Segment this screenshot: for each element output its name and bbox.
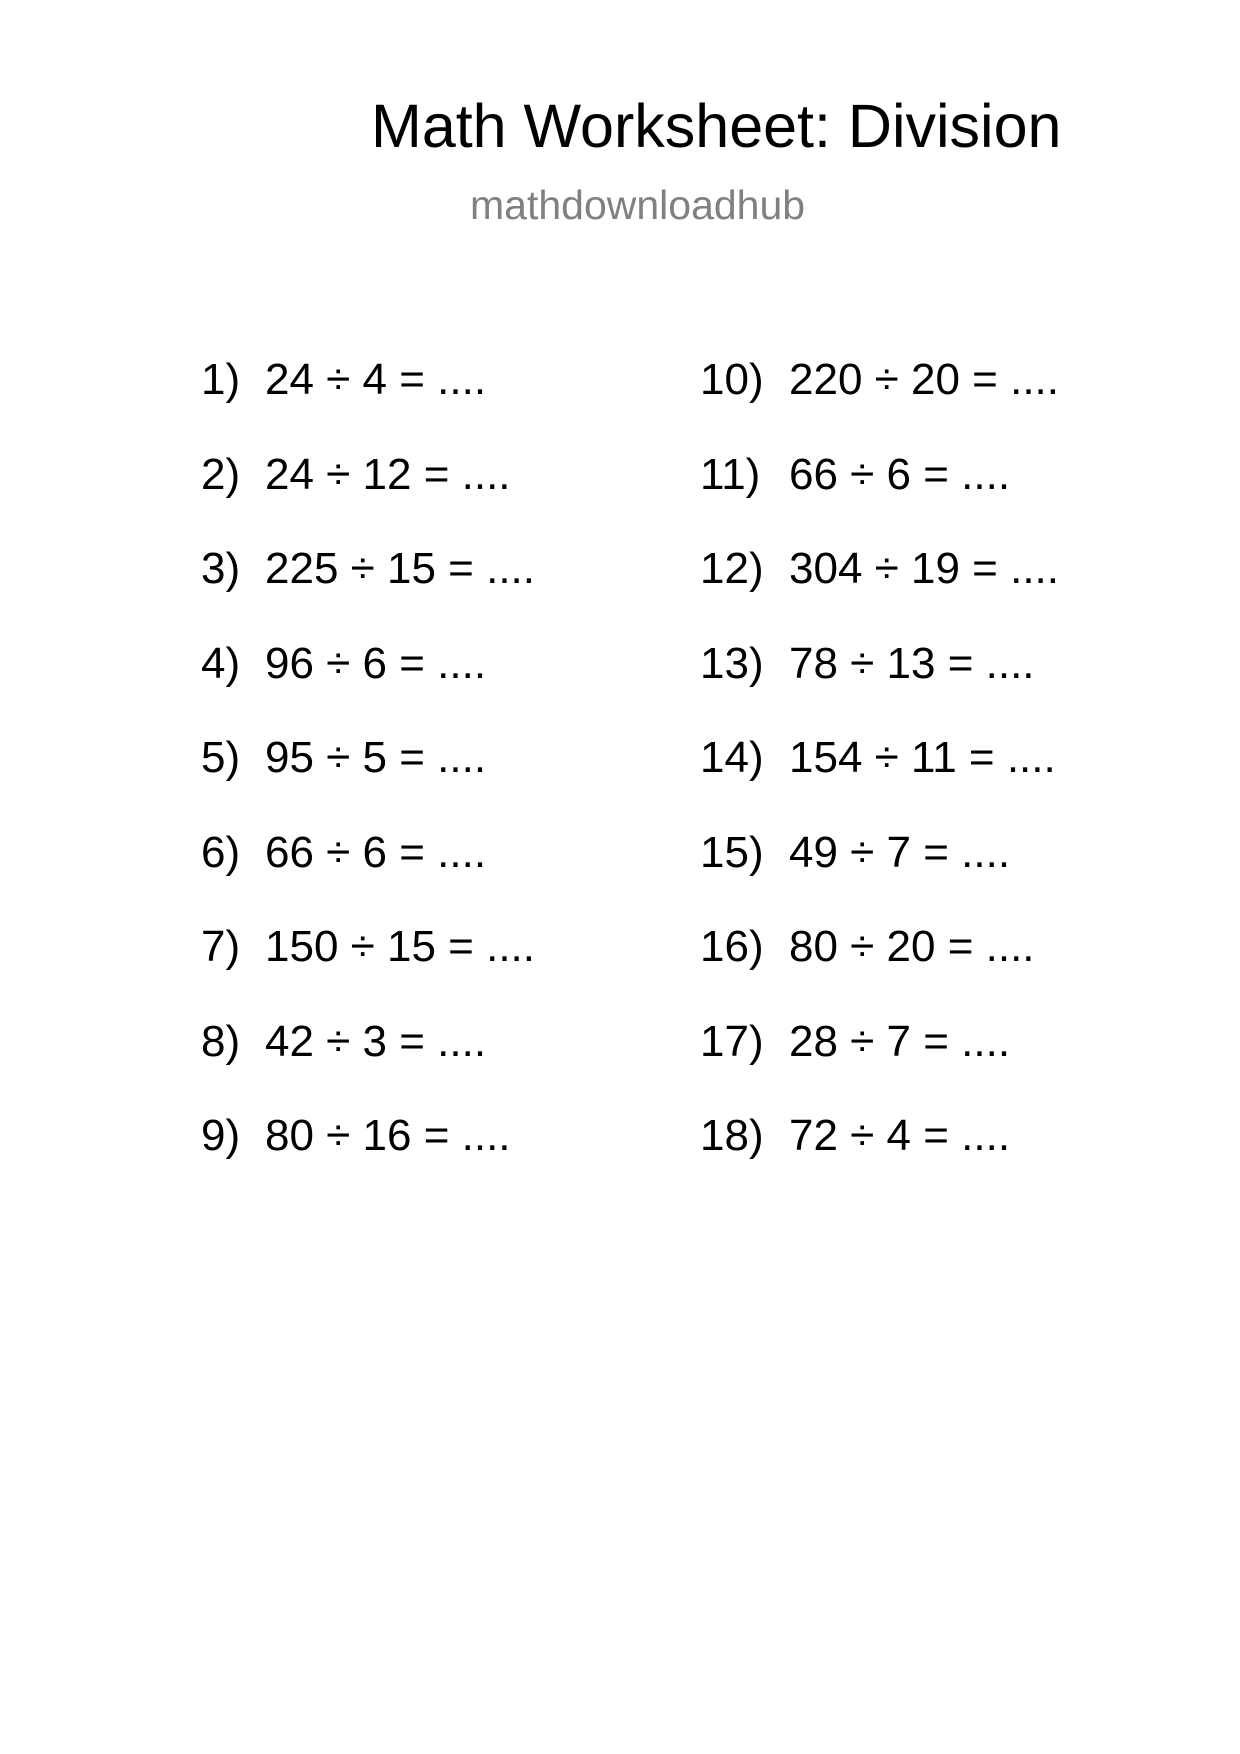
- problem-number: 3): [201, 544, 241, 593]
- problem-item: [201, 638, 535, 737]
- problem-expression: 96 ÷ 6 = ....: [265, 638, 487, 688]
- problem-number: 16): [700, 922, 764, 971]
- problem-item: [700, 355, 1059, 453]
- problem-number: 13): [700, 638, 764, 688]
- problem-expression: 66 ÷ 6 = ....: [789, 449, 1011, 499]
- problem-number: 2): [201, 449, 241, 499]
- problem-expression: 66 ÷ 6 = ....: [265, 827, 487, 877]
- problem-number: 17): [700, 1016, 764, 1066]
- problem-expression: 24 ÷ 4 = ....: [265, 355, 487, 404]
- problem-expression: 78 ÷ 13 = ....: [789, 638, 1035, 688]
- problem-item: [700, 638, 1059, 737]
- problem-item: [201, 355, 535, 453]
- worksheet-subtitle: mathdownloadhub: [470, 182, 806, 228]
- problem-expression: 42 ÷ 3 = ....: [265, 1016, 487, 1066]
- problem-expression: 80 ÷ 16 = ....: [265, 1111, 511, 1160]
- problem-item: [201, 544, 535, 642]
- problem-item: [700, 1016, 1059, 1115]
- problem-number: 5): [201, 733, 241, 782]
- problem-number: 10): [700, 355, 764, 404]
- problem-expression: 72 ÷ 4 = ....: [789, 1111, 1011, 1160]
- problems-left-column: [201, 355, 535, 1209]
- problem-item: [700, 1111, 1059, 1209]
- problem-expression: 304 ÷ 19 = ....: [789, 544, 1059, 593]
- problem-item: [700, 449, 1059, 548]
- problem-item: [201, 733, 535, 831]
- problem-expression: 225 ÷ 15 = ....: [265, 544, 535, 593]
- problem-item: [700, 544, 1059, 642]
- problem-expression: 220 ÷ 20 = ....: [789, 355, 1059, 404]
- problem-item: [201, 827, 535, 926]
- problem-number: 9): [201, 1111, 241, 1160]
- problem-number: 14): [700, 733, 764, 782]
- problem-number: 8): [201, 1016, 241, 1066]
- worksheet-title: Math Worksheet: Division: [371, 92, 1062, 160]
- problem-number: 12): [700, 544, 764, 593]
- problem-item: [700, 827, 1059, 926]
- problem-number: 18): [700, 1111, 764, 1160]
- problem-expression: 28 ÷ 7 = ....: [789, 1016, 1011, 1066]
- problem-expression: 24 ÷ 12 = ....: [265, 449, 511, 499]
- problem-number: 4): [201, 638, 241, 688]
- problem-expression: 154 ÷ 11 = ....: [789, 733, 1056, 782]
- problem-expression: 150 ÷ 15 = ....: [265, 922, 535, 971]
- problem-item: [201, 922, 535, 1020]
- problem-number: 15): [700, 827, 764, 877]
- problem-item: [201, 1016, 535, 1115]
- problem-item: [201, 1111, 535, 1209]
- problem-expression: 80 ÷ 20 = ....: [789, 922, 1035, 971]
- problem-number: 11): [700, 449, 761, 499]
- problem-number: 1): [201, 355, 241, 404]
- problem-item: [700, 922, 1059, 1020]
- problem-item: [700, 733, 1059, 831]
- problem-number: 7): [201, 922, 241, 971]
- problem-expression: 49 ÷ 7 = ....: [789, 827, 1011, 877]
- problem-expression: 95 ÷ 5 = ....: [265, 733, 487, 782]
- problems-right-column: [700, 355, 1059, 1209]
- problem-item: [201, 449, 535, 548]
- problem-number: 6): [201, 827, 241, 877]
